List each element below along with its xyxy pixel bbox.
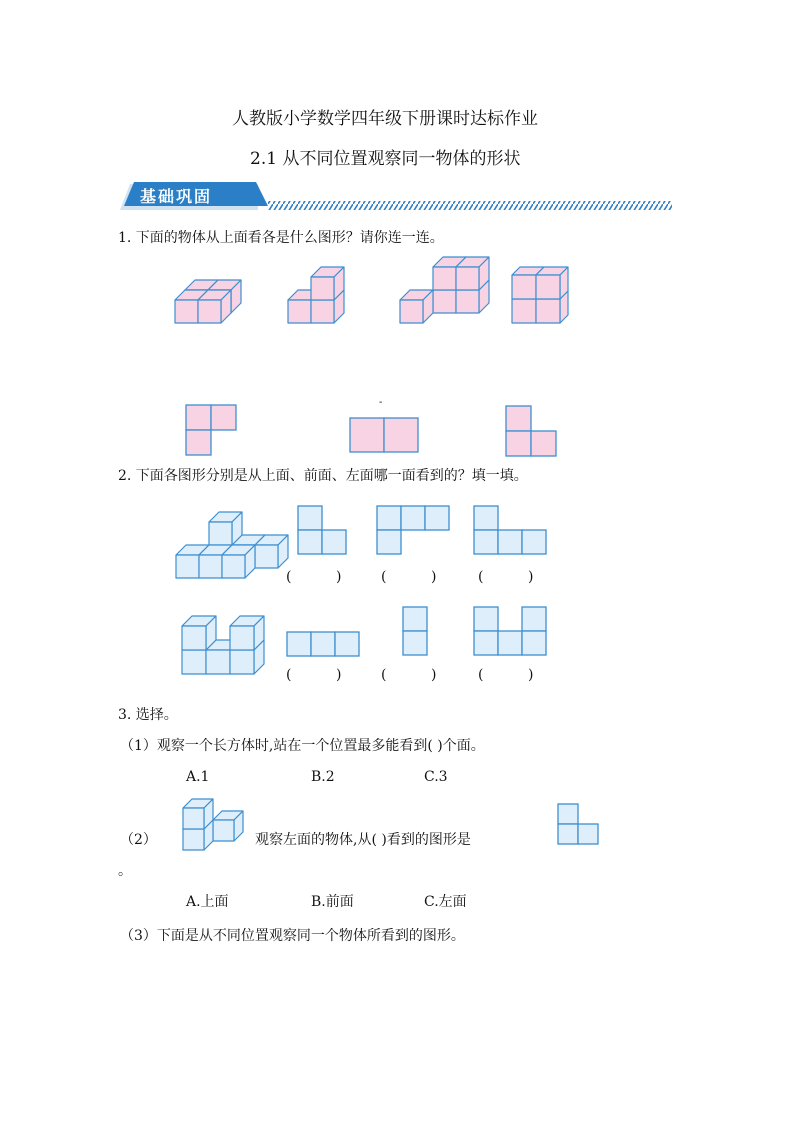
q1-prompt: 1. 下面的物体从上面看各是什么图形？请你连一连。 xyxy=(118,230,444,246)
page-title: 人教版小学数学四年级下册课时达标作业 xyxy=(232,109,538,129)
q3-view xyxy=(558,804,598,844)
q2-view-1 xyxy=(298,506,346,554)
option-a[interactable]: A.上面 xyxy=(186,894,229,910)
q2-view-2 xyxy=(377,506,449,554)
q1-view-2 xyxy=(350,418,418,452)
q2-object-1 xyxy=(176,512,288,578)
q2-view-5 xyxy=(403,607,427,655)
option-c[interactable]: C.左面 xyxy=(424,894,467,910)
option-b[interactable]: B.2 xyxy=(311,769,335,785)
q3-prompt: 3. 选择。 xyxy=(118,707,178,723)
answer-blank[interactable]: ( ) xyxy=(478,667,534,683)
q3-sub3-text: （3）下面是从不同位置观察同一个物体所看到的图形。 xyxy=(120,928,465,944)
q1-object-2 xyxy=(288,267,344,323)
option-a[interactable]: A.1 xyxy=(186,769,210,785)
q2-object-2 xyxy=(182,616,264,674)
q3-sub2-text: 观察左面的物体,从( )看到的图形是 xyxy=(255,832,471,848)
stray-mark: - xyxy=(379,397,383,408)
q2-view-3 xyxy=(474,506,546,554)
q2-view-4 xyxy=(287,632,359,656)
option-c[interactable]: C.3 xyxy=(424,769,448,785)
section-label: 基础巩固 xyxy=(140,187,213,206)
answer-blank[interactable]: ( ) xyxy=(286,667,342,683)
q3-sub2-end: 。 xyxy=(118,863,132,879)
q3-view-figure xyxy=(555,802,605,847)
q1-object-figures xyxy=(160,260,590,340)
q2-object-figures xyxy=(170,500,280,685)
q1-object-1 xyxy=(175,280,241,323)
answer-blank[interactable]: ( ) xyxy=(478,569,534,585)
q3-object-figure xyxy=(180,800,250,855)
answer-blank[interactable]: ( ) xyxy=(286,569,342,585)
q2-prompt: 2. 下面各图形分别是从上面、前面、左面哪一面看到的？填一填。 xyxy=(118,468,528,484)
q1-view-3 xyxy=(506,406,556,456)
option-b[interactable]: B.前面 xyxy=(311,894,354,910)
q1-view-1 xyxy=(186,405,236,455)
answer-blank[interactable]: ( ) xyxy=(381,569,437,585)
answer-blank[interactable]: ( ) xyxy=(381,667,437,683)
lesson-subtitle: 2.1 从不同位置观察同一物体的形状 xyxy=(250,149,521,169)
q3-sub1-text: （1）观察一个长方体时,站在一个位置最多能看到( )个面。 xyxy=(120,738,485,754)
q1-object-3 xyxy=(400,257,489,323)
q2-view-6 xyxy=(474,607,546,655)
q1-object-4 xyxy=(512,267,568,323)
q3-sub2-number: （2） xyxy=(120,832,157,848)
q3-object xyxy=(183,799,243,850)
